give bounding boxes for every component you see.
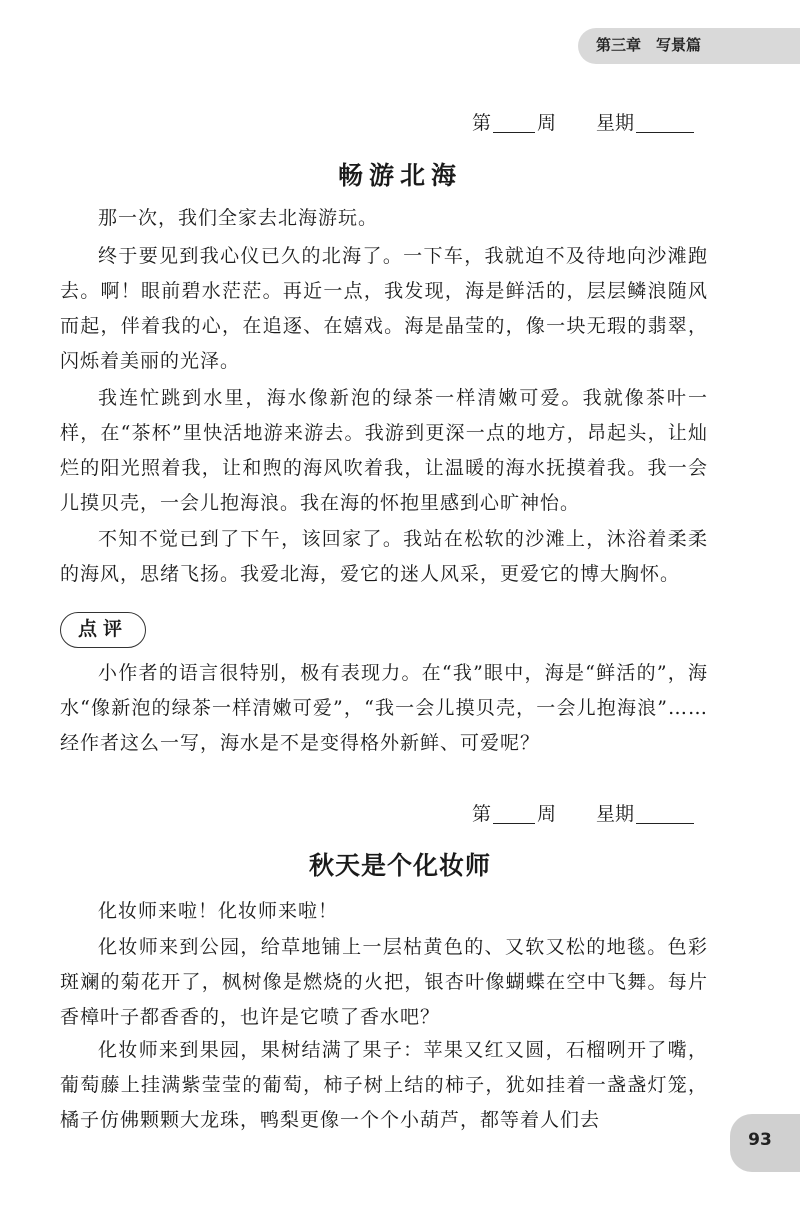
paragraph: 我连忙跳到水里，海水像新泡的绿茶一样清嫩可爱。我就像茶叶一样，在“茶杯”里快活地游来游去。我游到更深一点的地方，昂起头，让灿烂的阳光照着我，让和煦的海风吹着我，让温暖的海水抚摸着我。我一会儿摸贝壳，一会儿抱海浪。我在海的怀抱里感到心旷神怡。 bbox=[60, 387, 708, 514]
paragraph: 不知不觉已到了下午，该回家了。我站在松软的沙滩上，沐浴着柔柔的海风，思绪飞扬。我爱北海，爱它的迷人风采，更爱它的博大胸怀。 bbox=[60, 528, 708, 585]
essay-title: 畅游北海 bbox=[337, 161, 462, 190]
weekday-blank bbox=[636, 823, 694, 824]
week-blank bbox=[493, 823, 535, 824]
week-suffix: 周 bbox=[537, 803, 557, 825]
paragraph: 化妆师来啦！化妆师来啦！ bbox=[98, 900, 339, 922]
essay-title: 秋天是个化妆师 bbox=[308, 851, 491, 880]
weekday-label: 星期 bbox=[596, 803, 635, 825]
paragraph: 化妆师来到公园，给草地铺上一层枯黄色的、又软又松的地毯。色彩斑斓的菊花开了，枫树像是燃烧的火把，银杏叶像蝴蝶在空中飞舞。每片香樟叶子都香香的，也许是它喷了香水吧？ bbox=[60, 936, 708, 1028]
date-line bbox=[472, 799, 694, 826]
page-number: 93 bbox=[748, 1130, 772, 1150]
weekday-blank bbox=[636, 132, 694, 133]
week-prefix: 第 bbox=[472, 112, 492, 134]
weekday-label: 星期 bbox=[596, 112, 635, 134]
date-line bbox=[472, 108, 694, 135]
paragraph: 终于要见到我心仪已久的北海了。一下车，我就迫不及待地向沙滩跑去。啊！眼前碧水茫茫。再近一点，我发现，海是鲜活的，层层鳞浪随风而起，伴着我的心，在追逐、在嬉戏。海是晶莹的，像一块无瑕的翡翠，闪烁着美丽的光泽。 bbox=[60, 245, 708, 372]
review-text: 小作者的语言很特别，极有表现力。在“我”眼中，海是“鲜活的”，海水“像新泡的绿茶一样清嫩可爱”，“我一会儿摸贝壳，一会儿抱海浪”……经作者这么一写，海水是不是变得格外新鲜、可爱呢？ bbox=[60, 662, 708, 754]
week-blank bbox=[493, 132, 535, 133]
chapter-header: 第三章 写景篇 bbox=[596, 36, 702, 54]
week-prefix: 第 bbox=[472, 803, 492, 825]
review-badge: 点评 bbox=[60, 612, 146, 648]
paragraph: 那一次，我们全家去北海游玩。 bbox=[98, 207, 379, 229]
paragraph: 化妆师来到果园，果树结满了果子：苹果又红又圆，石榴咧开了嘴，葡萄藤上挂满紫莹莹的葡萄，柿子树上结的柿子，犹如挂着一盏盏灯笼，橘子仿佛颗颗大龙珠，鸭梨更像一个个小葫芦，都等着人们去 bbox=[60, 1039, 708, 1131]
week-suffix: 周 bbox=[537, 112, 557, 134]
